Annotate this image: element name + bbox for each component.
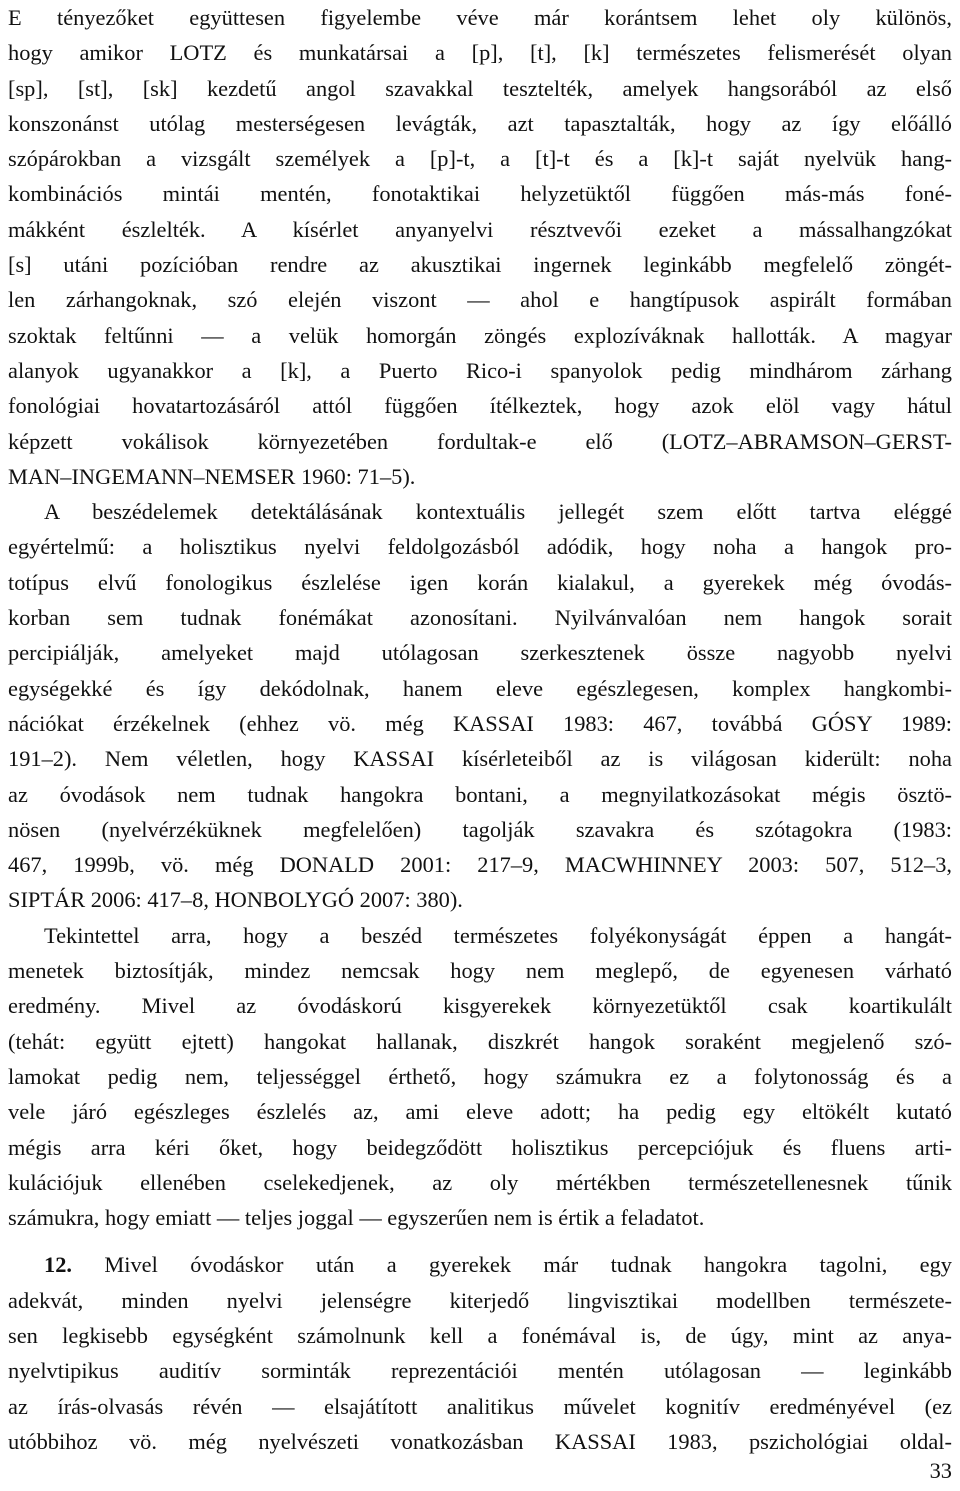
text-line: szoktak feltűnni — a velük homorgán zöngés explozíváknak hallották. A magyar [8,322,952,348]
paragraph-1 [8,0,952,494]
text-line: Tekintettel arra, hogy a beszéd természetes folyékonyságát éppen a hangát- [44,922,952,948]
page-number: 33 [929,1458,952,1483]
text-line: alanyok ugyanakkor a [k], a Puerto Rico-i spanyolok pedig mindhárom zárhang [8,357,952,383]
text-line: fonológiai hovatartozásáról attól függően ítélkeztek, hogy azok elöl vagy hátul [8,393,952,419]
text-line: képzett vokálisok környezetében fordultak-e elő (LOTZ–ABRAMSON–GERST- [8,428,952,454]
paragraph-2 [8,494,952,918]
page-body [8,0,952,1459]
text-line: adekvát, minden nyelvi jelenségre kiterjedő lingvisztikai modellben természete- [8,1287,952,1313]
text-line: SIPTÁR 2006: 417–8, HONBOLYGÓ 2007: 380). [8,887,463,913]
text-line: korban sem tudnak fonémákat azonosítani. Nyilvánvalóan nem hangok sorait [8,605,952,631]
text-line: az írás-olvasás révén — elsajátított analitikus művelet kognitív eredményével (ez [8,1393,952,1419]
text-span: Mivel óvodáskor után a gyerekek már tudnak hangokra tagolni, egy [104,1252,952,1278]
text-line: A beszédelemek detektálásának kontextuális jellegét szem előtt tartva eléggé [44,499,952,525]
section-gap [8,1235,952,1247]
section-number: 12. [44,1252,72,1278]
text-line: [s] utáni pozícióban rendre az akusztikai ingernek leginkább megfelelő zöngét- [8,252,952,278]
text-line: kulációjuk ellenében cselekedjenek, az oly mértékben természetellenesnek tűnik [8,1169,952,1195]
text-line: eredmény. Mivel az óvodáskorú kisgyerekek környezetüktől csak koartikulált [8,993,952,1019]
text-line: mégis arra kéri őket, hogy beidegződött holisztikus percepciójuk és fluens arti- [8,1134,952,1160]
text-line: len zárhangoknak, szó elején viszont — ahol e hangtípusok aspirált formában [8,287,952,313]
text-line: vele járó egészleges észlelés az, ami eleve adott; ha pedig egy eltökélt kutató [8,1099,952,1125]
text-line: MAN–INGEMANN–NEMSER 1960: 71–5). [8,463,416,489]
text-line: nyelvtipikus auditív sorminták reprezentációi mentén utólagosan — leginkább [8,1358,952,1384]
text-line: nösen (nyelvérzéküknek megfelelően) tagolják szavakra és szótagokra (1983: [8,816,952,842]
text-line: totípus elvű fonologikus észlelése igen korán kialakul, a gyerekek még óvodás- [8,569,952,595]
text-line: utóbbihoz vö. még nyelvészeti vonatkozásban KASSAI 1983, pszichológiai oldal- [8,1428,952,1454]
text-line: szópárokban a vizsgált személyek a [p]-t, a [t]-t és a [k]-t saját nyelvük hang- [8,146,952,172]
text-line: percipiálják, amelyeket majd utólagosan szerkesztenek össze nagyobb nyelvi [8,640,952,666]
text-line: (tehát: együtt ejtett) hangokat hallanak, diszkrét hangok soraként megjelenő szó- [8,1028,952,1054]
text-line: lamokat pedig nem, teljességgel érthető, hogy számukra ez a folytonosság és a [8,1063,952,1089]
text-line: mákként észlelték. A kísérlet anyanyelvi résztvevői ezeket a mássalhangzókat [8,216,952,242]
text-line: 467, 1999b, vö. még DONALD 2001: 217–9, MACWHINNEY 2003: 507, 512–3, [8,852,952,878]
text-line: E tényezőket együttesen figyelembe véve már korántsem lehet oly különös, [8,5,952,30]
text-line: számukra, hogy emiatt — teljes joggal — egyszerűen nem is értik a feladatot. [8,1205,705,1231]
text-line: 191–2). Nem véletlen, hogy KASSAI kísérleteiből az is világosan kiderült: noha [8,746,952,772]
text-line: egységekké és így dekódolnak, hanem eleve egészlegesen, komplex hangkombi- [8,675,952,701]
text-line: kombinációs mintái mentén, fonotaktikai helyzetüktől függően más-más foné- [8,181,952,207]
text-line [8,1247,952,1282]
paragraph-3 [8,918,952,1236]
paragraph-4 [8,1247,952,1459]
text-line: hogy amikor LOTZ és munkatársai a [p], [t], [k] természetes felismerését olyan [8,40,952,66]
text-line: sen legkisebb egységként számolnunk kell a fonémával is, de úgy, mint az anya- [8,1322,952,1348]
text-line: az óvodások nem tudnak hangokra bontani, a megnyilatkozásokat mégis ösztö- [8,781,952,807]
text-line: [sp], [st], [sk] kezdetű angol szavakkal tesztelték, amelyek hangsorából az első [8,75,952,101]
text-line: egyértelmű: a holisztikus nyelvi feldolgozásból adódik, hogy noha a hangok pro- [8,534,952,560]
text-line: menetek biztosítják, mindez nemcsak hogy nem meglepő, de egyenesen várható [8,958,952,984]
text-line: nációkat érzékelnek (ehhez vö. még KASSAI 1983: 467, továbbá GÓSY 1989: [8,710,952,736]
text-line: konszonánst utólag mesterségesen levágták, azt tapasztalták, hogy az így előálló [8,110,952,136]
